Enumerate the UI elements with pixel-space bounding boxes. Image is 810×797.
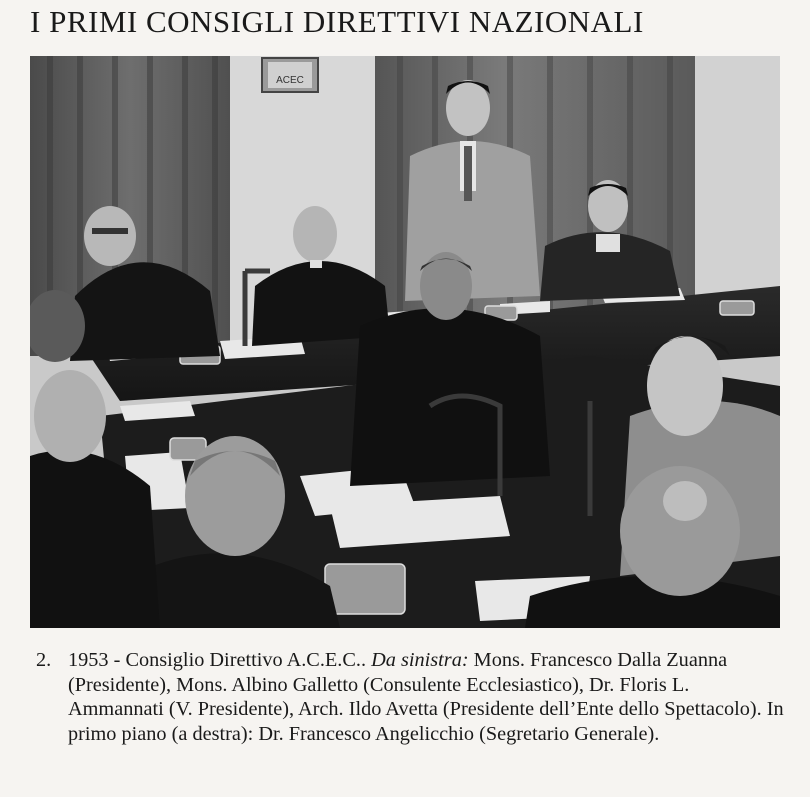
caption-number: 2. [36,649,52,671]
photo-caption [36,648,786,746]
caption-rest: Mons. Francesco Dalla Zuanna (Presidente), Mons. Albino Galletto (Consulente Ecclesiastico), Dr. Floris L. Ammannati (V. Presidente), Arch. Ildo Avetta (Presidente dell’Ente dello Spettacolo). In primo piano (a destra): Dr. Francesco Angelicchio (Segretario Generale). [68,649,784,745]
wall-sign [262,58,318,92]
historical-photo [30,56,780,628]
caption-lead: 1953 - Consiglio Direttivo A.C.E.C.. [68,649,367,671]
meeting-photo-illustration [30,56,780,628]
page-title: I PRIMI CONSIGLI DIRETTIVI NAZIONALI [30,4,644,39]
wall-sign-text: ACEC [276,75,304,86]
caption-body [68,648,786,746]
caption-italic: Da sinistra: [371,649,469,671]
